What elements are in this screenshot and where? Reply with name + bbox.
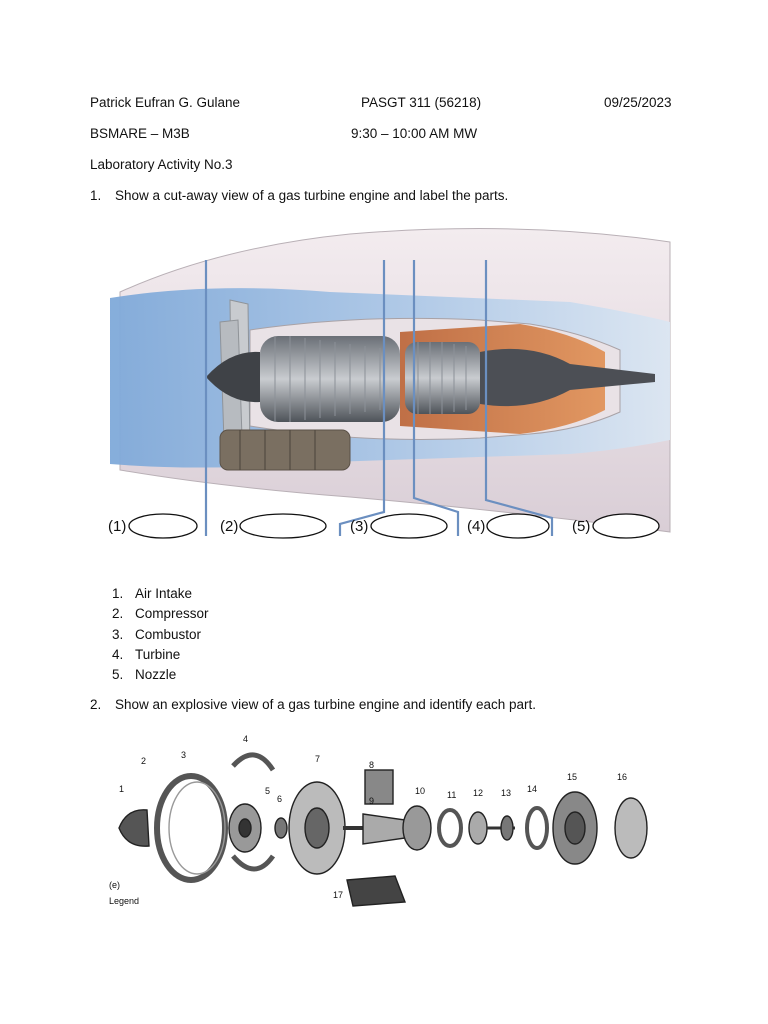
question-1	[90, 188, 508, 203]
part-number-8: 8	[369, 760, 375, 770]
part-number-5: 5	[265, 786, 271, 796]
part-number-16: 16	[617, 772, 628, 782]
part-number-12: 12	[473, 788, 484, 798]
figure-label-2: (2)	[220, 518, 239, 535]
figure-label-5: (5)	[572, 518, 591, 535]
figure-legend: Legend	[109, 896, 140, 906]
list-item: 3. Combustor	[112, 626, 202, 642]
part-number-1: 1	[119, 784, 125, 794]
list-item: 4. Turbine	[112, 646, 181, 662]
list-item: 5. Nozzle	[112, 667, 177, 683]
question-2-text: Show an explosive view of a gas turbine engine and identify each part.	[115, 697, 537, 712]
part-number-15: 15	[567, 772, 578, 782]
student-name: Patrick Eufran G. Gulane	[90, 95, 241, 110]
part-number-14: 14	[527, 784, 538, 794]
parts-answer-list	[112, 584, 209, 685]
part-number-7: 7	[315, 754, 321, 764]
figure-label-4: (4)	[467, 518, 486, 535]
exploded-engine-figure	[105, 730, 655, 912]
course-code: PASGT 311 (56218)	[361, 95, 482, 110]
part-number-9: 9	[369, 796, 375, 806]
part-number-10: 10	[415, 786, 426, 796]
part-number-17: 17	[333, 890, 344, 900]
cutaway-engine-figure	[100, 212, 675, 547]
question-2-number: 2.	[90, 697, 102, 712]
part-number-6: 6	[277, 794, 283, 804]
part-number-13: 13	[501, 788, 512, 798]
part-number-4: 4	[243, 734, 249, 744]
question-2	[90, 697, 536, 712]
part-number-2: 2	[141, 756, 147, 766]
figure-label-3: (3)	[350, 518, 369, 535]
part-number-11: 11	[447, 790, 457, 800]
program-section: BSMARE – M3B	[90, 126, 190, 141]
list-item: 2. Compressor	[112, 606, 209, 622]
class-schedule: 9:30 – 10:00 AM MW	[351, 126, 478, 141]
question-1-number: 1.	[90, 188, 102, 203]
question-1-text: Show a cut-away view of a gas turbine engine and label the parts.	[115, 188, 509, 203]
date: 09/25/2023	[604, 95, 672, 110]
part-number-3: 3	[181, 750, 187, 760]
activity-title: Laboratory Activity No.3	[90, 157, 233, 172]
figure-caption: (e)	[109, 880, 120, 890]
figure-label-1: (1)	[108, 518, 127, 535]
list-item: 1. Air Intake	[112, 586, 193, 601]
